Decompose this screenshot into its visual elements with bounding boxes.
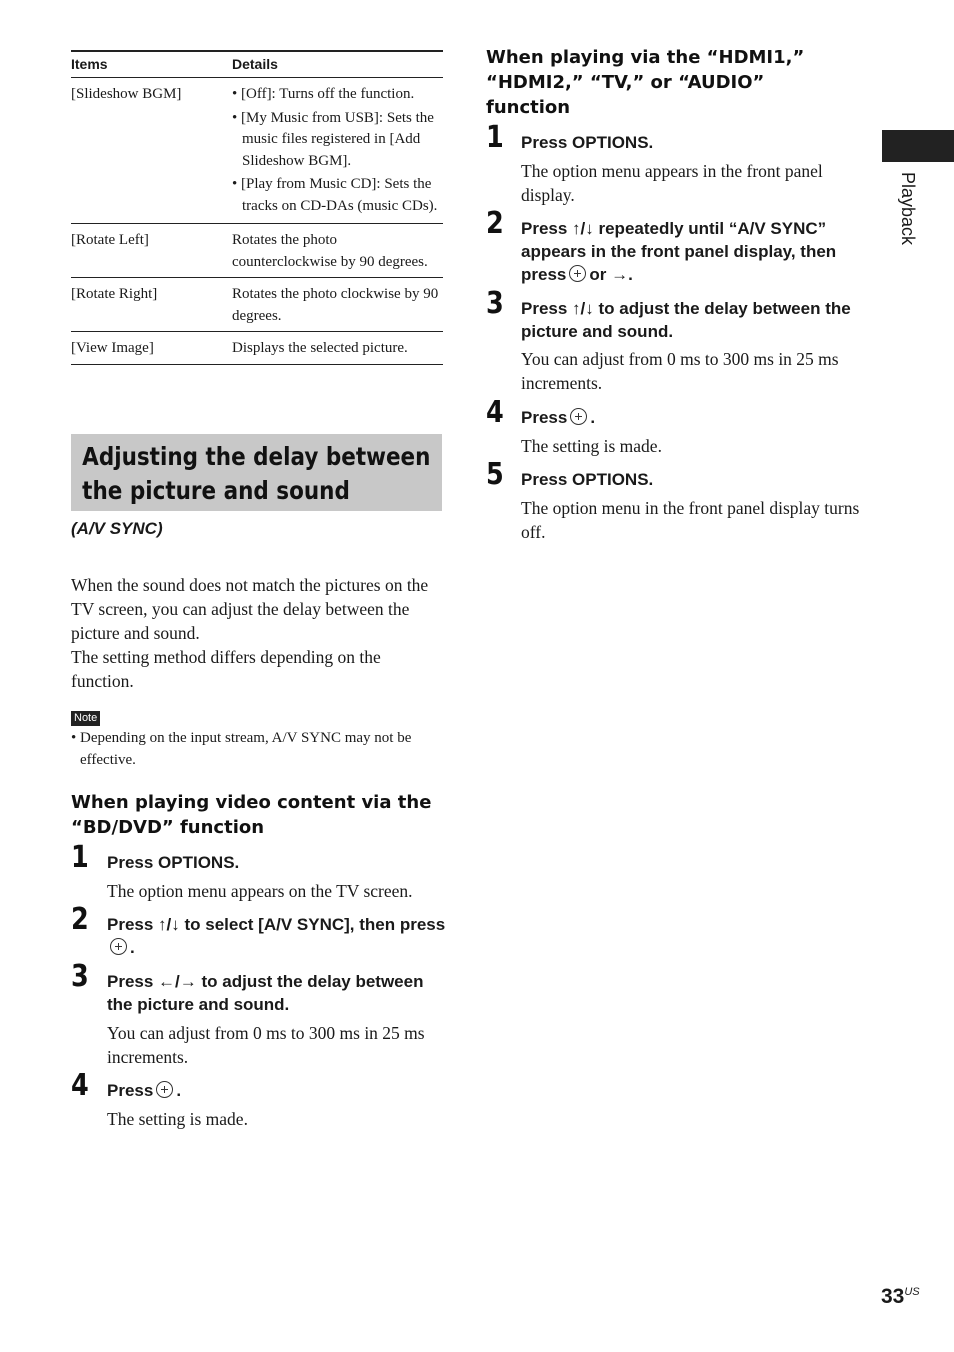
step-body: The option menu in the front panel display turns off. [521,498,860,542]
enter-button-icon [569,265,586,282]
step-body: The option menu appears in the front panel display. [521,161,823,205]
intro-paragraph: When the sound does not match the pictures on the TV screen, you can adjust the delay between the picture and sound. [71,575,429,643]
step-title [521,406,861,429]
table-row [71,278,443,332]
step-title-text: Press ↑/↓ repeatedly until “A/V SYNC” appears in the front panel display, then press [521,219,837,284]
step-number: 4 [486,395,504,430]
section-title-line1: Adjusting the delay between [82,442,431,471]
page-number-value: 33 [881,1285,905,1308]
table-row [71,78,443,224]
detail-bullet: • [Off]: Turns off the function. [232,84,443,106]
table-row [71,224,443,278]
step-number: 5 [486,457,504,492]
step-title-suffix: or →. [589,265,633,284]
detail-cell: Displays the selected picture. [232,332,443,365]
step-number: 1 [486,120,504,155]
step-number: 1 [71,840,89,875]
detail-cell: Rotates the photo clockwise by 90 degrees. [232,278,443,332]
step-body: You can adjust from 0 ms to 300 ms in 25 ms increments. [521,349,839,393]
item-cell: [Rotate Right] [71,278,232,332]
step-number: 2 [71,902,89,937]
step-title-suffix: . [130,938,135,957]
step-number: 3 [71,959,89,994]
step-title: Press ←/→ to adjust the delay between the picture and sound. [107,972,424,1014]
item-cell: [View Image] [71,332,232,365]
side-tab-marker [882,130,954,162]
page-number-suffix: US [904,1286,920,1298]
detail-bullet: • [My Music from USB]: Sets the music files registered in [Add Slideshow BGM]. [232,108,443,173]
step-title-text: Press [521,408,568,427]
section-title [71,434,443,508]
page-number [881,1285,920,1309]
enter-button-icon [110,938,127,955]
enter-button-icon [156,1081,173,1098]
step-title [107,1079,447,1102]
intro-paragraph-2: The setting method differs depending on the function. [71,647,381,691]
note-text: • Depending on the input stream, A/V SYNC may not be effective. [71,730,412,768]
enter-button-icon [570,408,587,425]
step-number: 2 [486,206,504,241]
section-subtitle: (A/V SYNC) [71,519,163,538]
detail-cell: Rotates the photo counterclockwise by 90 degrees. [232,224,443,278]
step-title [521,217,861,286]
step-title: Press OPTIONS. [521,470,654,489]
bd-dvd-heading: When playing video content via the “BD/DVD” function [71,792,432,838]
step-body: The setting is made. [521,436,662,456]
item-cell: [Rotate Left] [71,224,232,278]
step-number: 3 [486,286,504,321]
step-title: Press OPTIONS. [107,853,240,872]
step-title-suffix: . [590,408,596,427]
step-title-text: Press [107,1081,154,1100]
note-label: Note [71,711,100,726]
step-body: The option menu appears on the TV screen. [107,881,413,901]
detail-bullet-list [232,84,443,217]
detail-cell [232,78,443,224]
table-row [71,332,443,365]
step-title-text: Press ↑/↓ to select [A/V SYNC], then press [107,915,446,934]
hdmi-heading [486,45,866,120]
step-body: You can adjust from 0 ms to 300 ms in 25 ms increments. [107,1023,425,1067]
column-header-items: Items [71,51,232,78]
step-title: Press ↑/↓ to adjust the delay between the picture and sound. [521,299,851,341]
item-cell: [Slideshow BGM] [71,78,232,224]
section-title-band [71,434,442,511]
step-title-suffix: . [176,1081,182,1100]
step-number: 4 [71,1068,89,1103]
options-table [71,50,443,365]
step-title [107,913,447,959]
step-title: Press OPTIONS. [521,133,654,152]
side-tab-label: Playback [898,172,918,246]
hdmi-heading-line1: When playing via the “HDMI1,” [486,47,805,68]
hdmi-heading-line3: function [486,97,571,118]
hdmi-heading-line2: “HDMI2,” “TV,” or “AUDIO” [486,72,765,93]
step-body: The setting is made. [107,1109,248,1129]
table-header-row [71,51,443,78]
column-header-details: Details [232,51,443,78]
detail-bullet: • [Play from Music CD]: Sets the tracks on CD-DAs (music CDs). [232,174,443,217]
section-title-line2: the picture and sound [82,476,350,505]
